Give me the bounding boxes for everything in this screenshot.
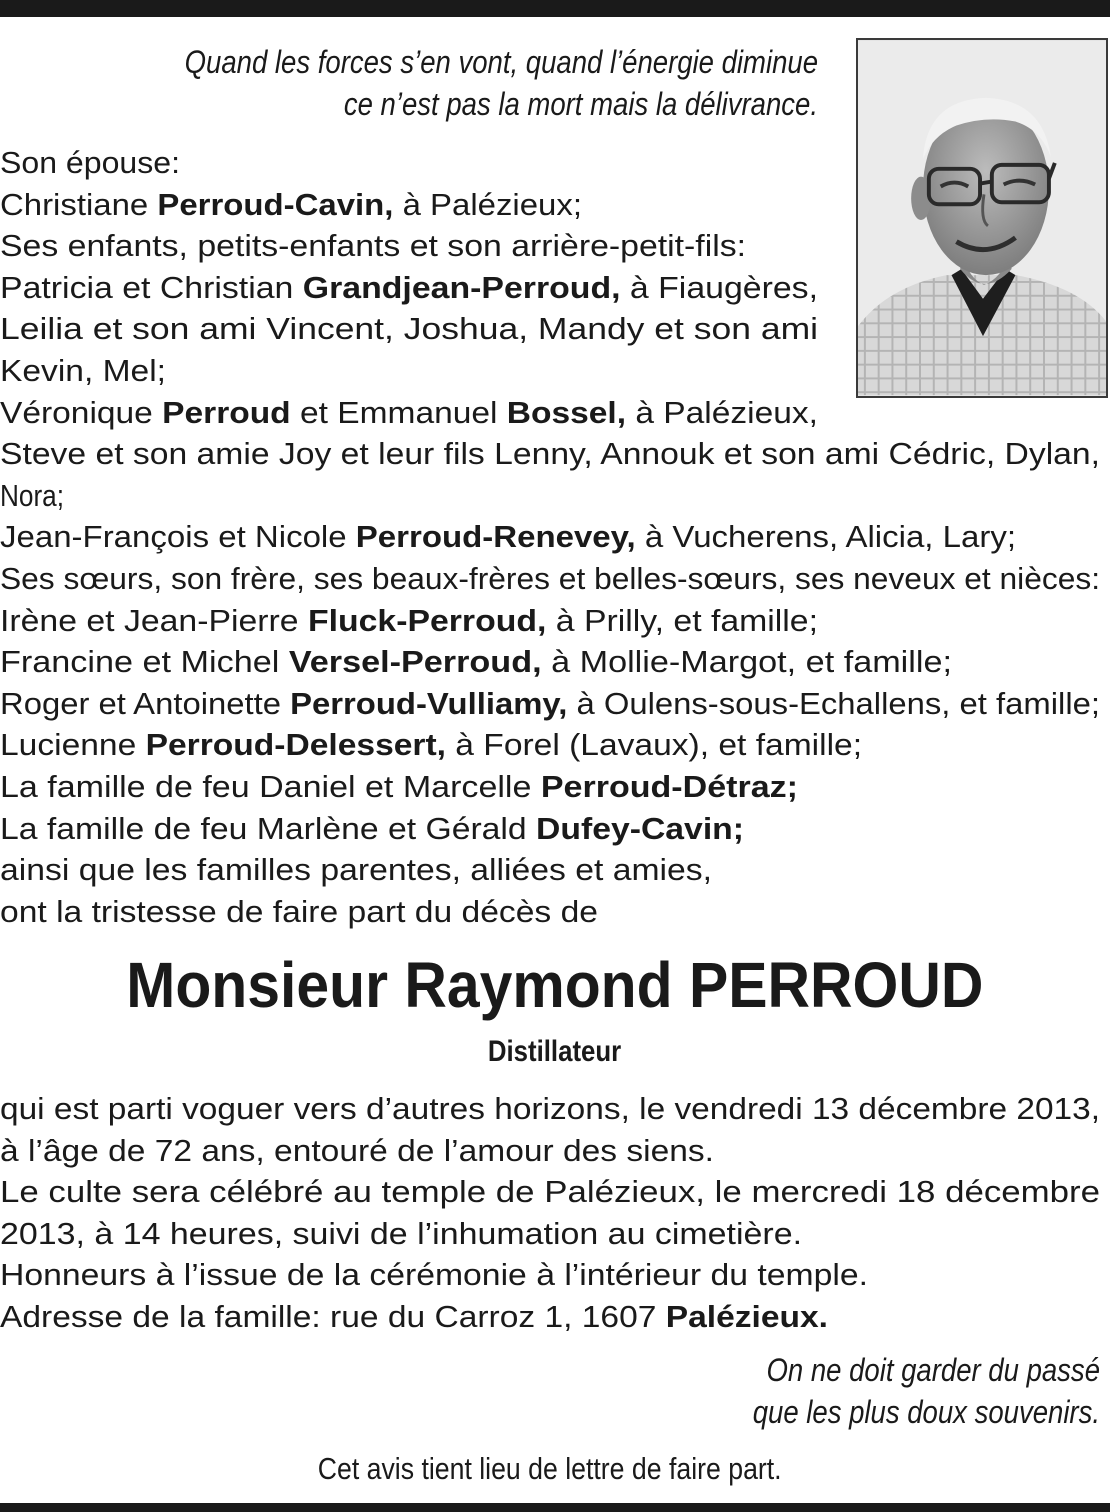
- deceased-occupation: [0, 1032, 1110, 1072]
- text-segment: qui est parti voguer vers d’autres horizons, le vendredi 13 décembre 2013,: [0, 1091, 1101, 1126]
- family-line: [0, 683, 1110, 725]
- funeral-details: [0, 1088, 1101, 1338]
- closing-quote-line-1: On ne doit garder du passé: [766, 1352, 1100, 1388]
- text-segment: La famille de feu Daniel et Marcelle: [0, 768, 541, 804]
- text-segment: à Palézieux,: [626, 394, 818, 430]
- text-segment: Patricia et Christian: [0, 269, 303, 305]
- deceased-occupation-text: Distillateur: [488, 1035, 622, 1068]
- text-segment: Kevin, Mel;: [0, 352, 166, 388]
- epigraph-quote: [0, 41, 818, 125]
- family-line: [0, 184, 1110, 226]
- closing-quote: [0, 1349, 1100, 1433]
- family-line: [0, 849, 1110, 891]
- epigraph-line-2: ce n’est pas la mort mais la délivrance.: [343, 86, 818, 122]
- family-line: [0, 600, 1110, 642]
- detail-line: [0, 1171, 1110, 1213]
- text-segment: à l’âge de 72 ans, entouré de l’amour des siens.: [0, 1132, 714, 1168]
- text-segment: Roger et Antoinette: [0, 685, 291, 721]
- text-segment: Irène et Jean-Pierre: [0, 602, 308, 638]
- text-segment: ont la tristesse de faire part du décès de: [0, 893, 598, 929]
- text-segment: Christiane: [0, 186, 158, 222]
- detail-line: [0, 1254, 1110, 1296]
- text-segment: Leilia et son ami Vincent, Joshua, Mandy et son ami: [0, 311, 819, 347]
- text-segment: Le culte sera célébré au temple de Palézieux, le mercredi 18 décembre: [0, 1174, 1101, 1210]
- family-list: [0, 142, 1101, 932]
- text-segment: à Vucherens, Alicia, Lary;: [635, 519, 1017, 555]
- bold-name: Perroud-Delessert,: [145, 727, 446, 763]
- text-segment: Son épouse:: [0, 145, 180, 180]
- family-line: [0, 350, 1110, 392]
- text-segment: à Fiaugères,: [620, 269, 819, 305]
- family-line: [0, 392, 1110, 434]
- text-segment: Honneurs à l’issue de la cérémonie à l’intérieur du temple.: [0, 1257, 869, 1293]
- family-line: [0, 225, 1110, 267]
- family-line: [0, 267, 1110, 309]
- text-segment: à Forel (Lavaux), et famille;: [445, 727, 863, 763]
- bold-name: Grandjean-Perroud,: [302, 269, 621, 305]
- bold-name: Perroud-Vulliamy,: [290, 685, 568, 721]
- text-segment: à Palézieux;: [393, 186, 582, 222]
- notice-text-content: Cet avis tient lieu de lettre de faire part.: [318, 1451, 782, 1486]
- detail-line: [0, 1213, 1110, 1255]
- detail-line: [0, 1088, 1100, 1130]
- family-line: [0, 891, 1110, 933]
- text-segment: Francine et Michel: [0, 644, 289, 680]
- family-line: [0, 558, 1100, 600]
- text-segment: La famille de feu Marlène et Gérald: [0, 810, 537, 846]
- text-segment: à Oulens-sous-Echallens, et famille;: [567, 685, 1100, 721]
- text-segment: 2013, à 14 heures, suivi de l’inhumation au cimetière.: [0, 1215, 803, 1251]
- bottom-rule: [0, 1503, 1110, 1512]
- top-rule: [0, 0, 1110, 17]
- family-line: [0, 308, 1110, 350]
- bold-name: Dufey-Cavin;: [536, 810, 745, 846]
- text-segment: et Emmanuel: [290, 394, 507, 430]
- text-segment: à Mollie-Margot, et famille;: [541, 644, 952, 680]
- bold-name: Fluck-Perroud,: [307, 602, 547, 638]
- bold-name: Perroud: [162, 394, 291, 430]
- bold-name: Perroud-Détraz;: [540, 768, 798, 804]
- text-segment: Ses sœurs, son frère, ses beaux-frères et belles-sœurs, ses neveux et nièces:: [0, 560, 1101, 596]
- text-segment: Lucienne: [0, 727, 146, 763]
- family-line: [0, 142, 1110, 184]
- bold-name: Perroud-Cavin,: [157, 186, 394, 222]
- text-segment: Nora;: [0, 477, 65, 513]
- text-segment: ainsi que les familles parentes, alliées et amies,: [0, 852, 713, 888]
- family-line: [0, 766, 1110, 808]
- family-line: [0, 808, 1110, 850]
- text-segment: à Prilly, et famille;: [546, 602, 818, 638]
- text-segment: Adresse de la famille: rue du Carroz 1, 1607: [0, 1298, 666, 1334]
- bold-name: Perroud-Renevey,: [355, 519, 636, 555]
- text-segment: Véronique: [0, 394, 163, 430]
- family-line: [0, 641, 1110, 683]
- epigraph-line-1: Quand les forces s’en vont, quand l’énergie diminue: [184, 44, 818, 80]
- text-segment: Steve et son amie Joy et leur fils Lenny, Annouk et son ami Cédric, Dylan,: [0, 436, 1100, 472]
- text-segment: Ses enfants, petits-enfants et son arrière-petit-fils:: [0, 228, 747, 264]
- closing-quote-line-2: que les plus doux souvenirs.: [752, 1394, 1100, 1430]
- bold-name: Versel-Perroud,: [288, 644, 542, 680]
- deceased-name-text: Monsieur Raymond PERROUD: [126, 949, 984, 1021]
- detail-line: [0, 1130, 1103, 1172]
- notice-text: [0, 1448, 1100, 1490]
- text-segment: Jean-François et Nicole: [0, 519, 356, 555]
- family-line: [0, 516, 1110, 558]
- bold-name: Palézieux.: [665, 1298, 828, 1334]
- bold-name: Bossel,: [506, 394, 627, 430]
- family-line: [0, 475, 908, 517]
- family-line: [0, 433, 1110, 475]
- deceased-name: [0, 946, 1110, 1024]
- detail-line: [0, 1296, 1104, 1338]
- family-line: [0, 724, 1110, 766]
